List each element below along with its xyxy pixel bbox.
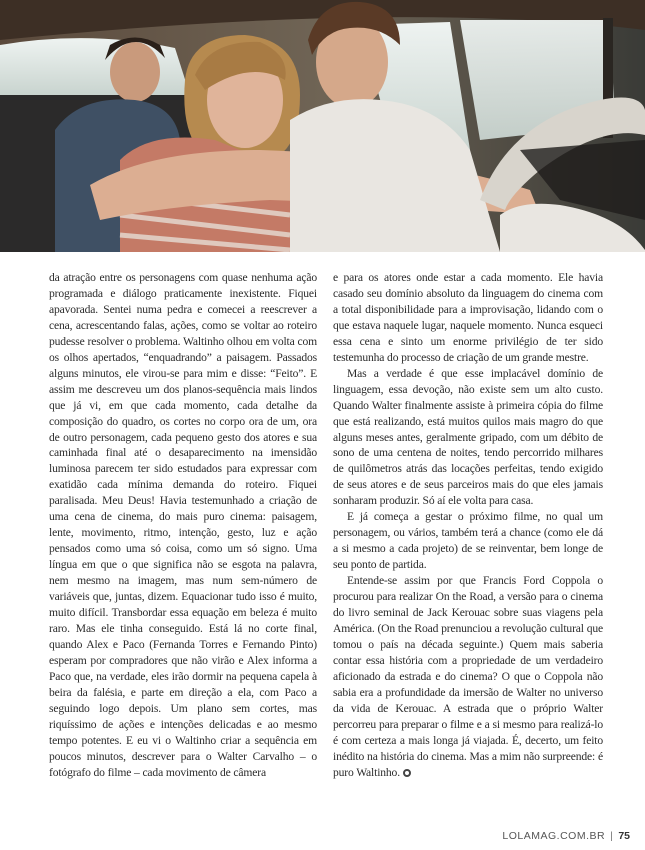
article-paragraph: e para os atores onde estar a cada momento. Ele havia casado seu domínio absoluto da linguagem do cinema com a total disponibilidade para a improvisação, lidando com o que estava naquele lugar, naquele momento. Nunca esqueci essa cena e sinto um enorme privilégio de ter sido testemunha do processo de criação de um grande mestre. (333, 271, 603, 364)
end-of-article-icon (403, 769, 411, 777)
article-paragraph: E já começa a gestar o próximo filme, no qual um personagem, ou vários, também terá a chance (como ele dá a si mesmo a cada projeto) de se reinventar, bem longe de seu ponto de partida. (333, 510, 603, 572)
article-paragraph (333, 573, 603, 780)
hero-photo (0, 0, 645, 252)
article-paragraph-text: Entende-se assim por que Francis Ford Coppola o procurou para realizar On the Road, a versão para o cinema do livro seminal de Jack Kerouac sobre suas viagens pela América. (On the Road prenunciou a revolução cultural que tomou o país na década seguinte.) Quem mais saberia contar essa história com a propriedade de um verdadeiro aficionado da estrada e do cinema? O que o Coppola não sabia era a profundidade da imersão de Walter no universo da vida de Kerouac. A estrada que o próprio Walter percorreu para preparar o filme e a si mesmo para realizá-lo é com certeza a mais longa já viajada. É, decerto, um feito inédito na história do cinema. Mas a mim não surpreende: é puro Waltinho. (333, 574, 603, 779)
article-paragraph: Mas a verdade é que esse implacável domínio de linguagem, essa devoção, não existe sem um alto custo. Quando Walter finalmente assiste à primeira cópia do filme que está realizando, está muitos quilos mais magro do que alguns meses antes, geralmente gripado, com um débito de sono de uma centena de noites, tendo percorrido milhares de quilômetros atrás das locações perfeitas, tendo exigido de seus atores e de seus parceiros mais do que eles jamais sonharam produzir. Só aí ele volta para casa. (333, 366, 603, 508)
article-left-column (49, 270, 317, 781)
article-paragraph: da atração entre os personagens com quase nenhuma ação programada e diálogo praticamente inexistente. Fiquei apavorada. Sentei numa pedra e comecei a reescrever a cena, acrescentando falas, ações, como se voltar ao roteiro pudesse resolver o problema. Waltinho olhou em volta com os olhos apertados, “enquadrando” a paisagem. Passados alguns minutos, ele virou-se para mim e disse: “Feito”. E assim me descreveu um dos planos-sequência mais lindos que já vi, em que cada momento, cada detalhe da composição do quadro, os cortes no corpo ora de um, ora de outro personagem, cada pequeno gesto dos atores e sua caminhada final até o desaparecimento na imensidão luminosa parecem ter sido estudados para expressar com exatidão cada mínima demanda do roteiro. Fiquei paralisada. Meu Deus! Havia testemunhado a criação de uma cena de cinema, do mais puro cinema: paisagem, lente, movimento, ritmo, intenção, gesto, luz e ação pensados como uma só coisa, como um só signo. Uma língua em que o que significa não se esgota na palavra, nem mesmo na imagem, mas num sem-número de variáveis que, juntas, dizem. Equacionar tudo isso é muito, muito difícil. Transbordar essa equação em beleza é muito raro. Mas ele tinha conseguido. Está lá no corte final, quando Alex e Paco (Fernanda Torres e Fernando Pinto) esperam por compradores que não virão e Alex informa a Paco que, na verdade, eles irão dormir na pequena capela à beira da falésia, e parte em direção a ela, com Paco a seguindo logo depois. Um plano sem cortes, mas riquíssimo de ações e intenções delicadas e ao mesmo tempo potentes. E eu vi o Waltinho criar a sequência em poucos minutos, descrever para o Walter Carvalho – o fotógrafo do filme – cada movimento de câmera (49, 271, 317, 779)
page-number: 75 (618, 830, 630, 842)
page-footer (0, 830, 630, 842)
site-url: LOLAMAG.COM.BR (502, 830, 606, 842)
article-right-column (333, 270, 603, 781)
footer-separator: | (610, 830, 614, 842)
car-scene-illustration (0, 0, 645, 252)
